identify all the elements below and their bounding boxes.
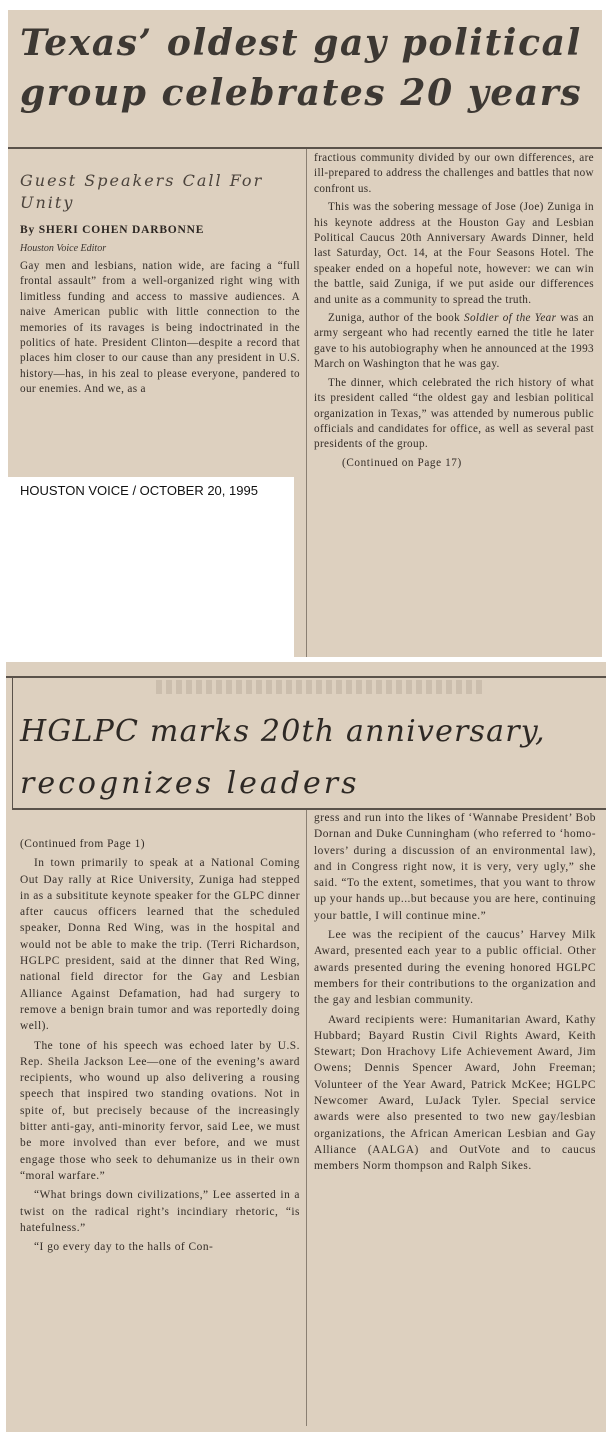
headline-line-1: Texas’ oldest gay political: [20, 22, 582, 64]
deck-line-1: Guest Speakers Call For: [20, 171, 264, 190]
article-column-1: [20, 259, 300, 401]
text-run: Zuniga, author of the book: [328, 312, 464, 325]
clipping-cutout: [8, 477, 294, 657]
headline-box-left-rule: [12, 678, 13, 808]
article-headline: [20, 706, 600, 810]
column-divider: [306, 810, 307, 1426]
paragraph: Lee was the recipient of the caucus’ Harvey Milk Award, presented each year to a public official. Other awards presented during the evening honored HGLPC members for their contributions to the organization and the gay and lesbian community.: [314, 929, 596, 1007]
top-rule: [6, 676, 606, 678]
paragraph: The tone of his speech was echoed later by U.S. Rep. Sheila Jackson Lee—one of the evening’s award recipients, who wound up also delivering a rousing speech that inspired two standing ovations. Not in spite of, but precisely because of the increasingly bitter anti-gay, anti-minority fervor, said Lee, we must be more involved than ever before, and we must engage those who seek to dehumanize us in their own “moral warfare.”: [20, 1039, 300, 1182]
byline: By SHERI COHEN DARBONNE: [20, 224, 205, 236]
paragraph: “What brings down civilizations,” Lee asserted in a twist on the radical right’s incindiary rhetoric, “is hatefulness.”: [20, 1189, 300, 1234]
paragraph: The dinner, which celebrated the rich history of what its president called “the oldest gay and lesbian political organization in Texas,” was attended by numerous public officials and candidates for office, as well as several past presidents of the group.: [314, 376, 594, 451]
bleed-through-text: [156, 680, 486, 694]
continued-from-note: (Continued from Page 1): [20, 838, 146, 850]
publication-date: OCTOBER 20, 1995: [139, 483, 258, 498]
article-column-2: [314, 810, 596, 1178]
paragraph: “I go every day to the halls of Con-: [34, 1241, 214, 1254]
source-label: [20, 483, 258, 498]
paragraph: In town primarily to speak at a National Coming Out Day rally at Rice University, Zuniga had stepped in as a subsititute keynote speaker for the GLPC dinner after caucus officers learned that the scheduled speaker, Donna Red Wing, was in the hospital and would not be able to make the trip. (Terri Richardson, HGLPC president, said at the dinner that Red Wing, national field director for the Gay and Lesbian Alliance Against Defamation, had had surgery to remove a benign brain tumor and was reportedly doing well).: [20, 857, 300, 1033]
deck-line-2: Unity: [20, 193, 75, 212]
byline-title: Houston Voice Editor: [20, 243, 107, 254]
paragraph: gress and run into the likes of ‘Wannabe President’ Bob Dornan and Duke Cunningham (who referred to ‘homo-lovers’ during a discussion of an environmental law), and in Congress right now, it is very, very ugly,” she said. “To the extent, sometimes, that you want to throw up your hands up...but because you are here, continuing your battle, I will continue mine.”: [314, 812, 596, 922]
article-column-1: [20, 836, 300, 1258]
article-headline: [20, 18, 598, 118]
continued-note: (Continued on Page 17): [342, 456, 462, 469]
headline-rule: [8, 147, 602, 149]
headline-line-2: group celebrates 20 years: [20, 72, 583, 114]
article-clipping-texas-oldest-group: [8, 10, 602, 657]
paragraph: fractious community divided by our own differences, are ill-prepared to address the challenges and battles that now confront us.: [314, 152, 594, 195]
paragraph: [314, 311, 594, 373]
paragraph: Award recipients were: Humanitarian Award, Kathy Hubbard; Bayard Rustin Civil Rights Award, Keith Stewart; Don Hrachovy Life Achievement Award, Jim Owens; Dennis Spencer Award, John Freeman; Volunteer of the Year Award, Patrick McKee; HGLPC Newcomer Award, LuJack Tyler. Special service awards were also presented to two new gay/lesbian organizations, the African American Lesbian and Gay Alliance (AALGA) and OutVote and to caucus members Norm thompson and Ralph Sikes.: [314, 1013, 596, 1173]
column-divider: [306, 149, 307, 657]
paragraph: Gay men and lesbians, nation wide, are facing a “full frontal assault” from a well-organized right wing with limitless funding and access to massive audiences. A naive American public with little connection to the memories of its ravages is being indoctrinated in the politics of hate. President Clinton—despite a record that places him closer to our cause than any president in U.S. history—has, in his zeal to please everyone, pandered to our enemies. And we, as a: [20, 260, 300, 396]
paragraph: This was the sobering message of Jose (Joe) Zuniga in his keynote address at the Houston Gay and Lesbian Political Caucus 20th Anniversary Awards Dinner, held last Saturday, Oct. 14, at the Four Seasons Hotel. The speaker ended on a hopeful note, however: we can win the battle, said Zuniga, if we put aside our differences and unite as a community to spread the truth.: [314, 201, 594, 306]
publication-name: HOUSTON VOICE /: [20, 483, 140, 498]
article-column-2: [314, 151, 594, 474]
book-title: Soldier of the Year: [464, 312, 557, 325]
text-run: was an army sergeant who had recently earned the title he later gave to his autobiography when he announced at the 1993 March on Washington that he was gay.: [314, 312, 594, 371]
headline-line-1: HGLPC marks 20th anniversary,: [20, 714, 546, 749]
headline-line-2: recognizes leaders: [20, 766, 360, 801]
article-clipping-hglpc-anniversary: [6, 662, 606, 1432]
article-deck: [20, 170, 300, 214]
